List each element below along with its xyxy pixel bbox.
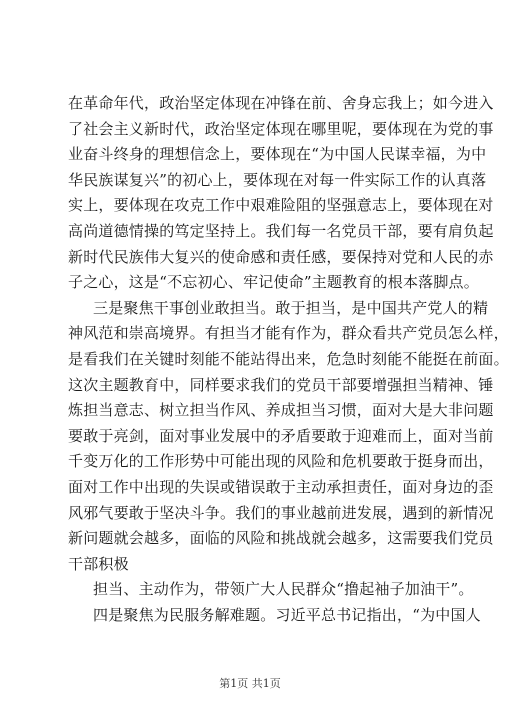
page-footer: 第1页 共1页 — [219, 677, 281, 690]
text-line: 在革命年代，政治坚定体现在冲锋在前、舍身忘我上；如今进入 — [68, 94, 494, 112]
text-line: 业奋斗终身的理想信念上，要体现在“为中国人民谋幸福，为中 — [68, 145, 487, 164]
text-line: 子之心，这是“不忘初心、牢记使命”主题教育的根本落脚点。 — [68, 273, 479, 292]
paragraph-start-line: 四是聚焦为民服务解难题。习近平总书记指出，“为中国人 — [93, 605, 481, 624]
text-line: 千变万化的工作形势中可能出现的风险和危机要敢于挺身而出， — [68, 452, 494, 471]
body-text — [68, 91, 509, 628]
text-line: 新问题就会越多，面临的风险和挑战就会越多，这需要我们党员 — [68, 529, 494, 548]
text-line: 是看我们在关键时刻能不能站得出来，危急时刻能不能挺在前面。 — [68, 349, 509, 368]
text-line: 炼担当意志、树立担当作风、养成担当习惯，面对大是大非问题 — [68, 401, 494, 420]
text-line: 这次主题教育中，同样要求我们的党员干部要增强担当精神、锤 — [68, 375, 494, 394]
text-line: 华民族谋复兴”的初心上，要体现在对每一件实际工作的认真落 — [68, 170, 487, 189]
paragraph-start-line: 担当、主动作为，带领广大人民群众“撸起袖子加油干”。 — [93, 580, 474, 599]
text-line: 高尚道德情操的笃定坚持上。我们每一名党员干部，要有肩负起 — [68, 221, 494, 240]
text-line: 风邪气要敢于坚决斗争。我们的事业越前进发展，遇到的新情况 — [68, 503, 494, 522]
text-line: 新时代民族伟大复兴的使命感和责任感，要保持对党和人民的赤 — [68, 247, 494, 266]
paragraph-start-line: 三是聚焦干事创业敢担当。敢于担当，是中国共产党人的精 — [93, 298, 489, 317]
text-line: 实上，要体现在攻克工作中艰难险阻的坚强意志上，要体现在对 — [68, 196, 494, 215]
text-line: 了社会主义新时代，政治坚定体现在哪里呢，要体现在为党的事 — [68, 119, 494, 138]
text-line: 面对工作中出现的失误或错误敢于主动承担责任，面对身边的歪 — [68, 477, 494, 496]
text-line: 干部积极 — [68, 554, 129, 573]
text-line: 神风范和崇高境界。有担当才能有作为，群众看共产党员怎么样， — [68, 324, 509, 343]
text-line: 要敢于亮剑，面对事业发展中的矛盾要敢于迎难而上，面对当前 — [68, 426, 494, 445]
